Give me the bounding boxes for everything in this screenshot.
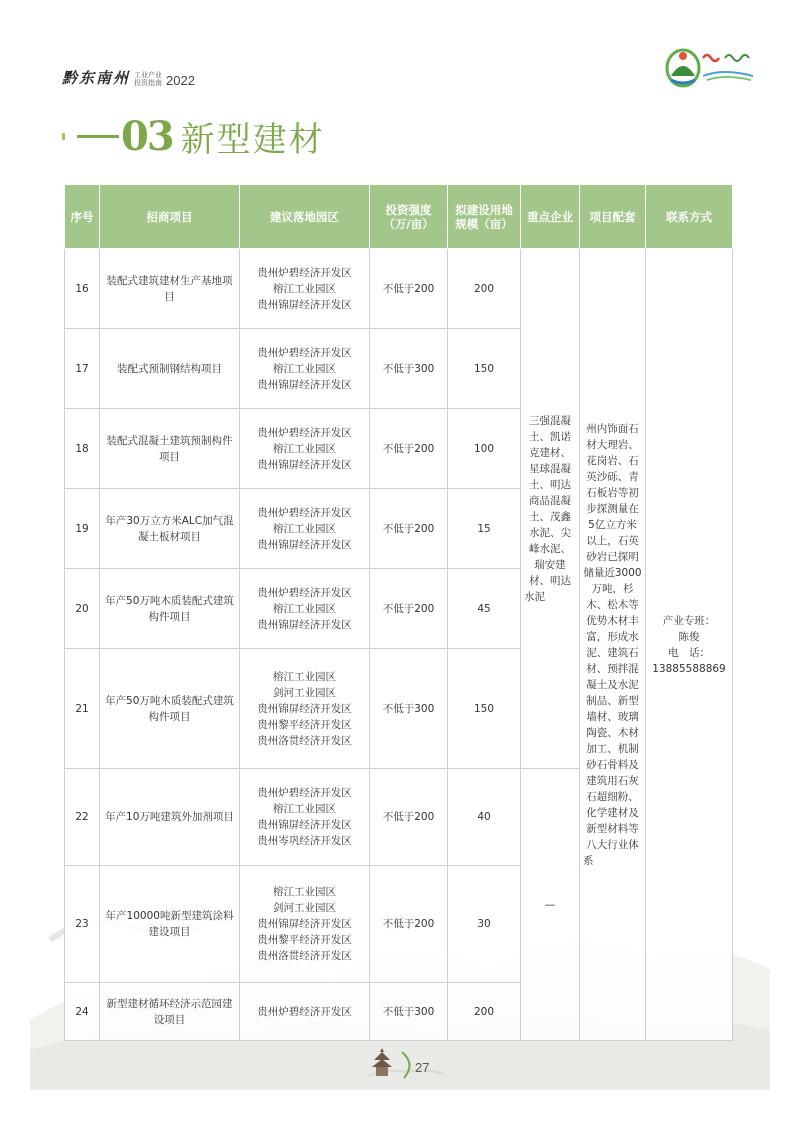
park-item: 贵州炉碧经济开发区 [257, 787, 352, 799]
cell-supporting: 州内饰面石材大理岩、花岗岩、石英沙砾、青石板岩等初步探测量在5亿立方米以上，石英砂岩已探明储量近3000万吨，杉木、松木等优势木材丰富，形成水泥、建筑石材、预拌混凝土及水泥制品、新型墙材、玻璃陶瓷、木材加工、机制砂石骨料及建筑用石灰石超细粉、化学建材及新型材料等八大行业体系 [580, 249, 646, 1041]
cell-intensity: 不低于200 [370, 409, 448, 489]
cell-parks [240, 409, 370, 489]
cell-scale: 150 [448, 649, 521, 769]
header-intensity: 投资强度（万/亩） [370, 185, 448, 249]
table-row [65, 249, 733, 329]
cell-parks [240, 649, 370, 769]
cell-no: 24 [65, 983, 100, 1041]
park-item: 榕江工业园区 [273, 602, 336, 615]
cell-parks [240, 769, 370, 866]
region-logo-icon [663, 46, 755, 90]
header-enterprises: 重点企业 [521, 185, 580, 249]
cell-no: 22 [65, 769, 100, 866]
cell-scale: 45 [448, 569, 521, 649]
cell-scale: 150 [448, 329, 521, 409]
park-item: 榕江工业园区 [273, 442, 336, 455]
header-park: 建议落地园区 [240, 185, 370, 249]
heading-dots [62, 133, 75, 139]
header-supporting: 项目配套 [580, 185, 646, 249]
contact-person: 陈俊 [678, 630, 700, 643]
park-item: 剑河工业园区 [273, 902, 336, 914]
park-item: 贵州炉碧经济开发区 [257, 586, 352, 599]
park-item: 贵州洛贯经济开发区 [257, 734, 352, 747]
cell-parks [240, 983, 370, 1041]
cell-project: 年产10000吨新型建筑涂料建设项目 [100, 866, 240, 983]
park-item: 贵州岑巩经济开发区 [257, 835, 352, 847]
cell-scale: 40 [448, 769, 521, 866]
cell-no: 20 [65, 569, 100, 649]
contact-label: 产业专班： [662, 614, 716, 627]
cell-project: 装配式混凝土建筑预制构件项目 [100, 409, 240, 489]
park-item: 榕江工业园区 [273, 670, 336, 683]
cell-contact [646, 249, 733, 1041]
cell-intensity: 不低于200 [370, 866, 448, 983]
park-item: 贵州锦屏经济开发区 [257, 538, 352, 551]
park-item: 剑河工业园区 [273, 686, 336, 699]
cell-key-enterprises: 三强混凝土、凯诺克建材、星球混凝土、明达商品混凝土、茂鑫水泥、尖峰水泥、瑞安建材、明达水泥 [521, 249, 580, 769]
cell-key-enterprises-none: — [521, 769, 580, 1041]
cell-intensity: 不低于200 [370, 249, 448, 329]
investment-projects-table [64, 184, 733, 1041]
cell-no: 16 [65, 249, 100, 329]
park-item: 贵州锦屏经济开发区 [257, 819, 352, 831]
park-item: 贵州炉碧经济开发区 [257, 1005, 352, 1018]
park-item: 贵州锦屏经济开发区 [257, 618, 352, 631]
table-header-row [65, 185, 733, 249]
guide-year: 2022 [166, 73, 195, 88]
cell-project: 年产10万吨建筑外加剂项目 [100, 769, 240, 866]
cell-intensity: 不低于200 [370, 769, 448, 866]
cell-project: 装配式建筑建材生产基地项目 [100, 249, 240, 329]
park-item: 贵州黎平经济开发区 [257, 718, 352, 731]
park-item: 榕江工业园区 [273, 522, 336, 535]
cell-project: 装配式预制钢结构项目 [100, 329, 240, 409]
heading-bar [77, 135, 119, 138]
park-item: 贵州炉碧经济开发区 [257, 426, 352, 439]
cell-project: 年产50万吨木质装配式建筑构件项目 [100, 649, 240, 769]
park-item: 榕江工业园区 [273, 282, 336, 295]
park-item: 贵州锦屏经济开发区 [257, 458, 352, 471]
header-no: 序号 [65, 185, 100, 249]
page-number: 27 [415, 1060, 430, 1075]
cell-no: 21 [65, 649, 100, 769]
cell-intensity: 不低于300 [370, 649, 448, 769]
subtitle-line-2: 投资指南 [134, 79, 163, 87]
park-item: 榕江工业园区 [273, 886, 336, 898]
cell-project: 年产30万立方米ALC加气混凝土板材项目 [100, 489, 240, 569]
cell-intensity: 不低于200 [370, 489, 448, 569]
park-item: 贵州炉碧经济开发区 [257, 266, 352, 279]
cell-intensity: 不低于300 [370, 983, 448, 1041]
park-item: 贵州锦屏经济开发区 [257, 918, 352, 930]
section-title: 新型建材 [180, 119, 325, 160]
header-scale: 拟建设用地规模（亩） [448, 185, 521, 249]
brand-title: 黔东南州 [62, 69, 131, 87]
park-item: 榕江工业园区 [273, 803, 336, 815]
section-number: 03 [121, 112, 173, 160]
cell-project: 年产50万吨木质装配式建筑构件项目 [100, 569, 240, 649]
section-heading [62, 112, 325, 160]
pagoda-icon [366, 1048, 446, 1082]
header-project: 招商项目 [100, 185, 240, 249]
park-item: 榕江工业园区 [273, 362, 336, 375]
cell-scale: 200 [448, 249, 521, 329]
park-item: 贵州洛贯经济开发区 [257, 950, 352, 962]
cell-parks [240, 569, 370, 649]
cell-parks [240, 329, 370, 409]
cell-scale: 15 [448, 489, 521, 569]
page-header [62, 62, 195, 88]
cell-intensity: 不低于200 [370, 569, 448, 649]
brand-subtitle [134, 71, 162, 87]
cell-project: 新型建材循环经济示范园建设项目 [100, 983, 240, 1041]
cell-intensity: 不低于300 [370, 329, 448, 409]
cell-no: 18 [65, 409, 100, 489]
cell-parks [240, 249, 370, 329]
cell-scale: 100 [448, 409, 521, 489]
park-item: 贵州黎平经济开发区 [257, 934, 352, 946]
cell-no: 19 [65, 489, 100, 569]
cell-parks [240, 866, 370, 983]
park-item: 贵州炉碧经济开发区 [257, 506, 352, 519]
cell-scale: 30 [448, 866, 521, 983]
cell-scale: 200 [448, 983, 521, 1041]
phone-label: 电 话： [668, 646, 710, 659]
park-item: 贵州炉碧经济开发区 [257, 346, 352, 359]
phone-number: 13885588869 [652, 662, 726, 675]
park-item: 贵州锦屏经济开发区 [257, 378, 352, 391]
park-item: 贵州锦屏经济开发区 [257, 702, 352, 715]
header-contact: 联系方式 [646, 185, 733, 249]
cell-parks [240, 489, 370, 569]
cell-no: 23 [65, 866, 100, 983]
subtitle-line-1: 工业产业 [134, 71, 163, 79]
park-item: 贵州锦屏经济开发区 [257, 298, 352, 311]
cell-no: 17 [65, 329, 100, 409]
